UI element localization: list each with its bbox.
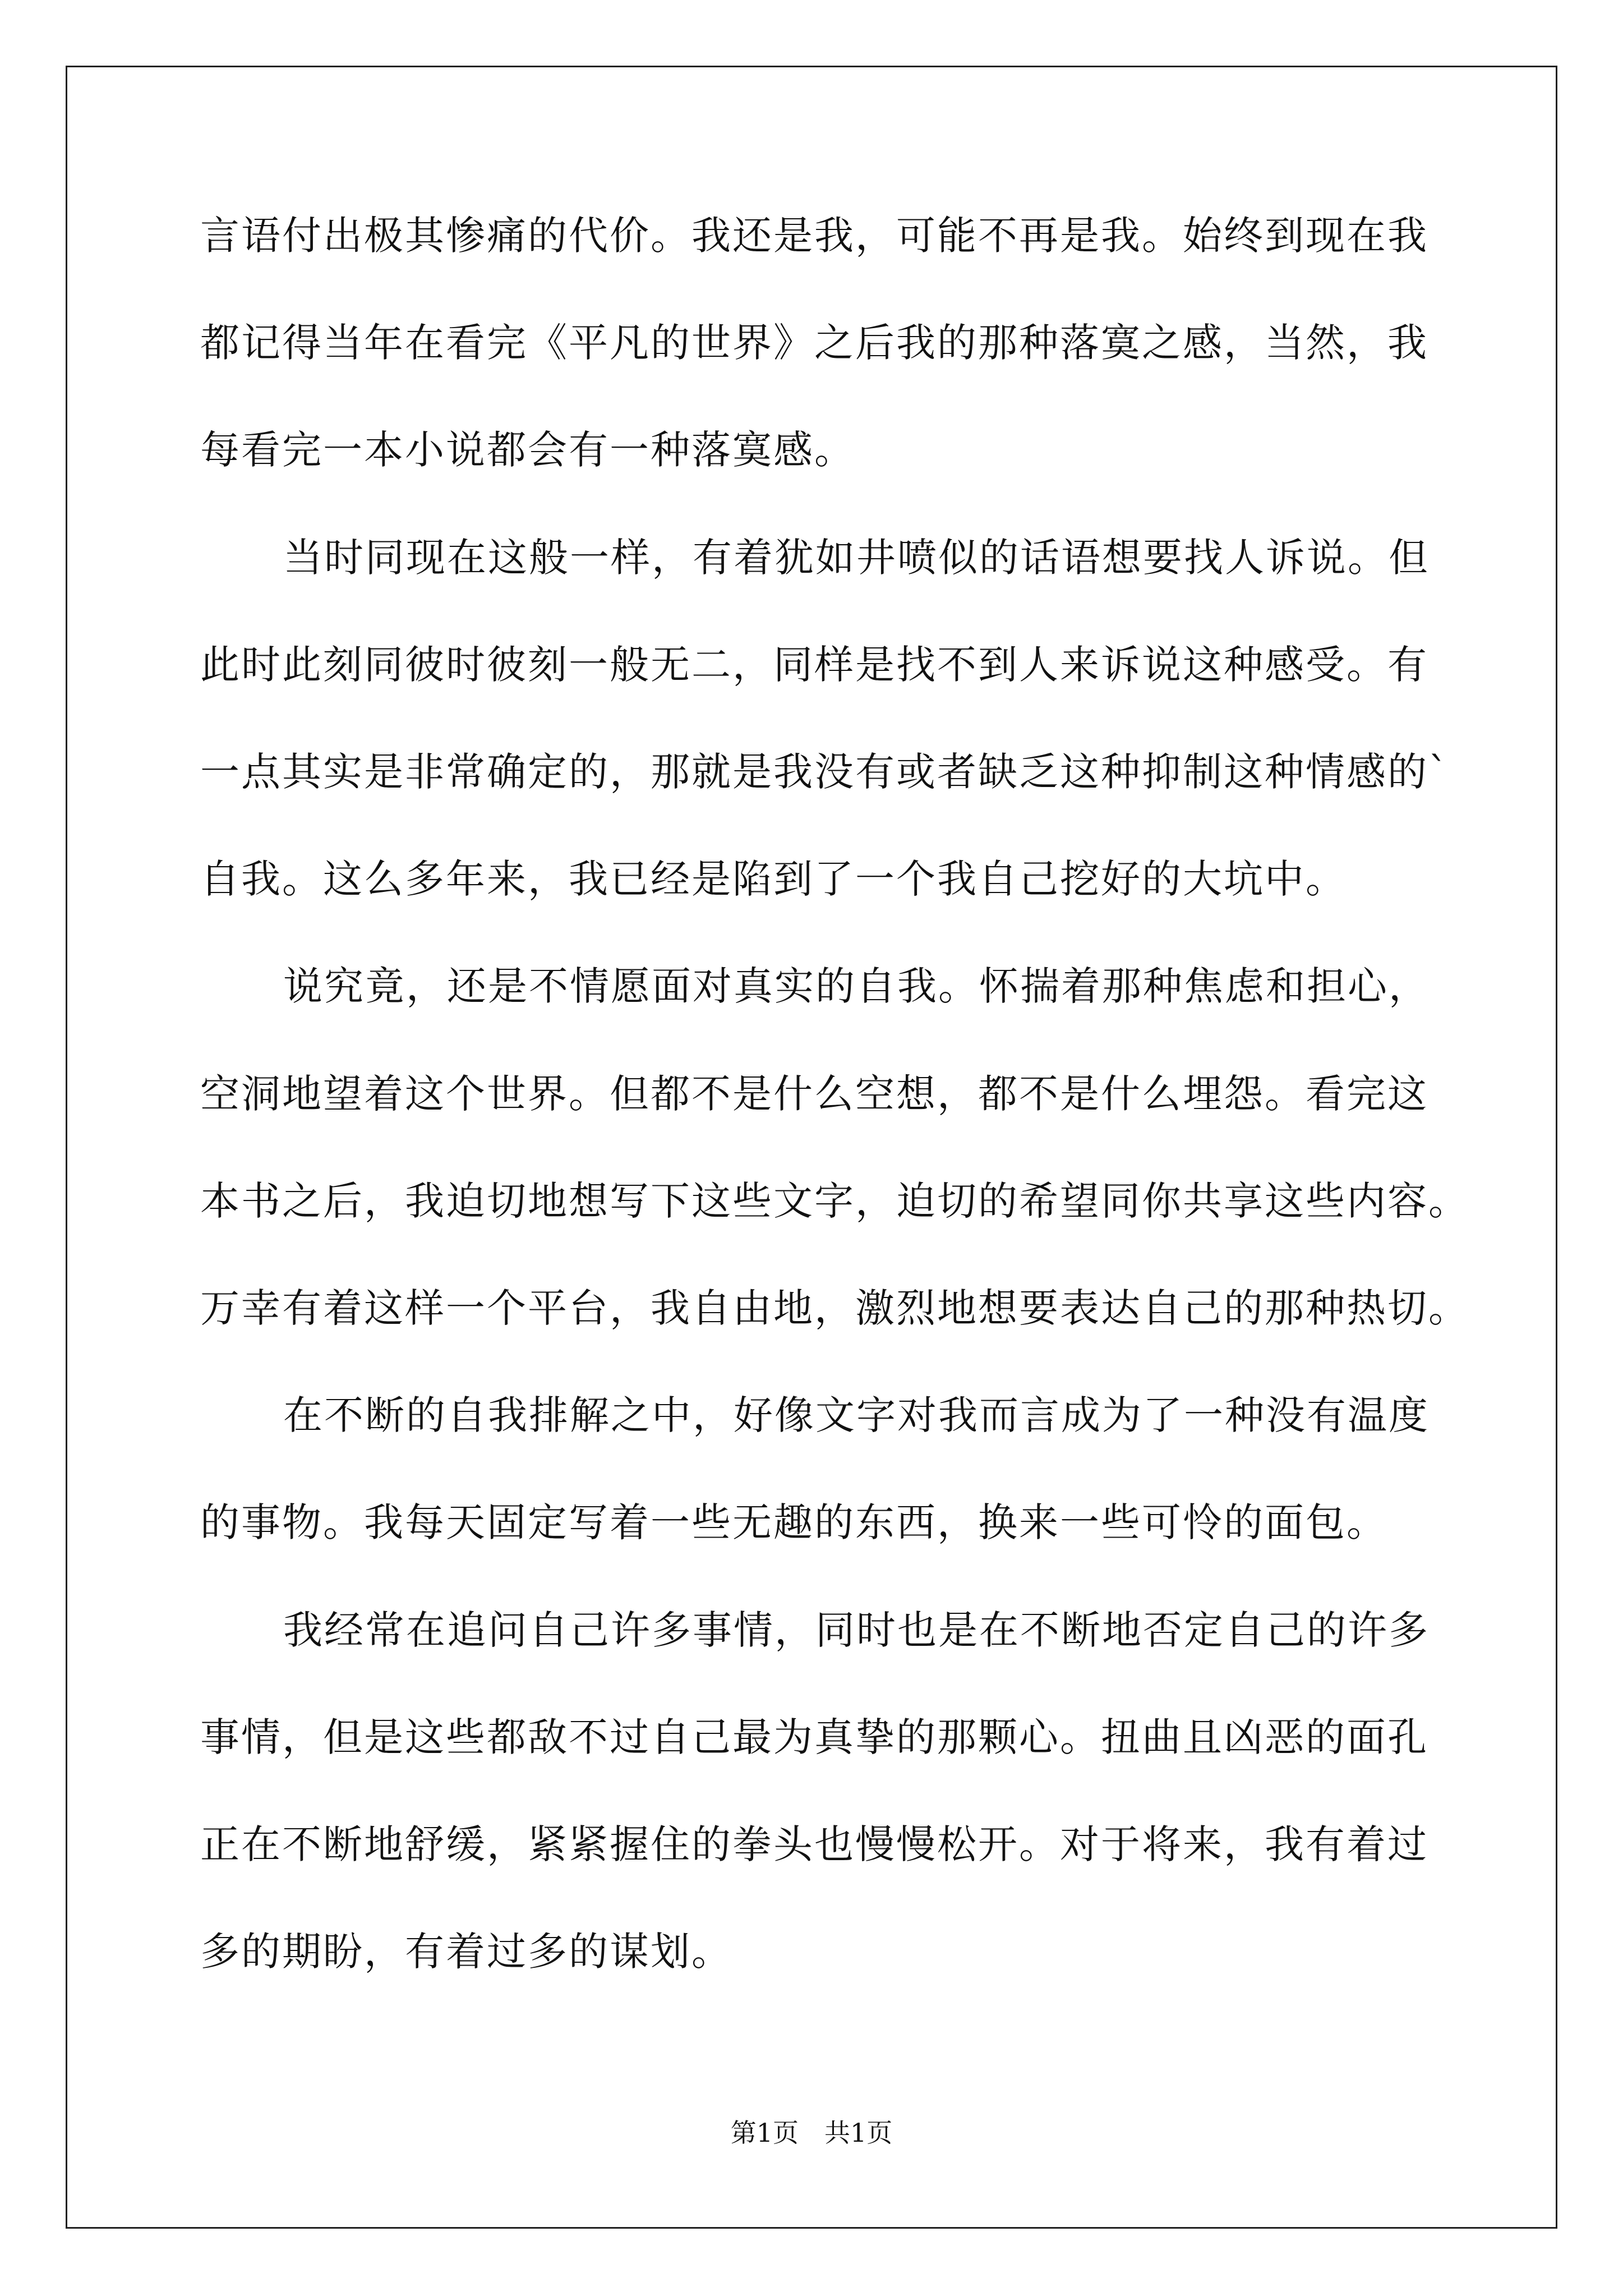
text-line: 事情，但是这些都敌不过自己最为真挚的那颗心。扭曲且凶恶的面孔 [200,1714,1428,1760]
text-line: 多的期盼，有着过多的谋划。 [200,1929,732,1975]
text-line: 一点其实是非常确定的，那就是我没有或者缺乏这种抑制这种情感的` [200,749,1450,795]
text-line: 都记得当年在看完《平凡的世界》之后我的那种落寞之感，当然，我 [200,320,1428,366]
text-line: 言语付出极其惨痛的代价。我还是我，可能不再是我。始终到现在我 [200,213,1428,259]
page-number-footer: 第1页 共1页 [730,2118,893,2148]
paragraph-first-line: 当时同现在这般一样，有着犹如井喷似的话语想要找人诉说。但 [283,535,1430,581]
paragraph-first-line: 我经常在追问自己许多事情，同时也是在不断地否定自己的许多 [283,1607,1430,1653]
text-line: 的事物。我每天固定写着一些无趣的东西，换来一些可怜的面包。 [200,1499,1387,1545]
text-line: 空洞地望着这个世界。但都不是什么空想，都不是什么埋怨。看完这 [200,1071,1428,1117]
paragraph-first-line: 在不断的自我排解之中，好像文字对我而言成为了一种没有温度 [283,1392,1430,1438]
text-line: 自我。这么多年来，我已经是陷到了一个我自己挖好的大坑中。 [200,856,1347,902]
paragraph-first-line: 说究竟，还是不情愿面对真实的自我。怀揣着那种焦虑和担心， [283,963,1430,1009]
text-line: 正在不断地舒缓，紧紧握住的拳头也慢慢松开。对于将来，我有着过 [200,1821,1428,1867]
page-border [66,66,1557,2229]
text-line: 每看完一本小说都会有一种落寞感。 [200,427,855,473]
text-line: 万幸有着这样一个平台，我自由地，激烈地想要表达自己的那种热切。 [200,1285,1469,1331]
text-line: 此时此刻同彼时彼刻一般无二，同样是找不到人来诉说这种感受。有 [200,642,1428,688]
text-line: 本书之后，我迫切地想写下这些文字，迫切的希望同你共享这些内容。 [200,1178,1469,1224]
